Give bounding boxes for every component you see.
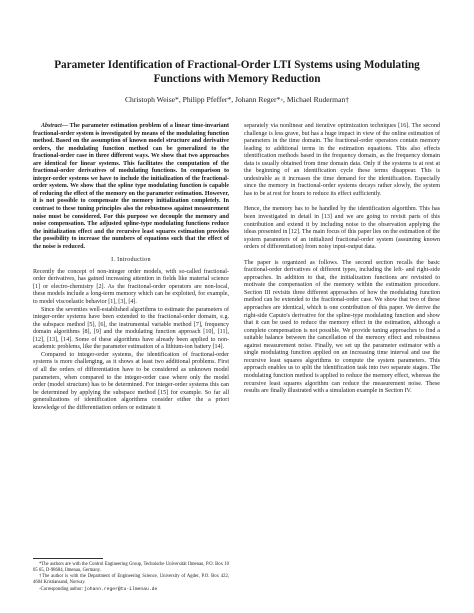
intro-paragraph-1: Recently the concept of non-integer order models, with so-called fractional-order derivatives, has gained increasing attention in fields like material science [1] or electro-chemistry [2]. As the fractional-order operators are non-local, these models include a long-term memory which can be exploited, for example, to model viscoelastic behavior [1], [3], [4]. [33, 268, 229, 306]
footnotes [33, 558, 229, 593]
paper-title: Parameter Identification of Fractional-Order LTI Systems using Modulating Functions with Memory Reduction [54, 59, 420, 85]
paragraph-gap [244, 252, 440, 260]
abstract-text: — The parameter estimation problem of a linear time-invariant fractional-order system is investigated by means of the modulating function method. Based on the assumption of known model structure and derivative orders, the modulating function method can be generalized to the fractional-order case in three different ways. We show that two approaches are identical for linear systems. This facilitates the computation of the fractional-order derivatives of modulating functions. In comparison to integer-order systems we have to include the initialization of the fractional-order system. We show that the spline type modulating function is capable of reducing the effect of the memory on the parameter estimation. However, it is not possible to compensate the memory initialization completely. In contrast to these tuning principles also the robustness against measurement noise must be considered. For this purpose we decouple the memory and noise compensation. The adjusted spline-type modulating functions reduce the initialization effect and the recursive least squares estimation provides the possibility to increase the numbers of equations such that the effect of the noise is reduced. [33, 123, 229, 250]
right-column [244, 123, 440, 396]
right-paragraph-2: Hence, the memory has to be handled by the identification algorithm. This has been investigated in detail in [13] and we are going to revisit parts of this contribution and extend it by including noise to the observation applying the ideas presented in [12]. The main focus of this paper lies on the estimation of the system parameters of an initialized fractional-order system (assuming known orders of differentiation) from noisy input-output data. [244, 206, 440, 251]
right-paragraph-1: separately via nonlinear and iterative optimization techniques [16]. The second challenge is less grave, but has a huge impact in view of the online estimation of parameters in the time domain. The fractional-order operators contain memory leading to additional terms in the estimation equations. This also effects identification methods based in the frequency domain, as the frequency domain data is usually obtained from time domain data. Only if the systems is at rest at the beginning of an identification cycle these terms disappear. This is undesirable as it increases the time demand for the identification. Especially since the memory in fractional-order systems decays rather slowly, the system has to be at rest for hours to reduce its effect sufficiently. [244, 123, 440, 197]
author-list: Christoph Weise*, Philipp Pfeffer*, Johann Reger*◦, Michael Ruderman† [124, 95, 350, 104]
intro-paragraph-3: Compared to integer-order systems, the identification of fractional-order systems is more challenging, as it shows at least two additional problems. First of all the orders of differentiation have to be considered as unknown model parameters, when compared to the integer-order case where only the model order (model structure) has to be determined. For integer-order systems this can be determined by applying the subspace method [15] for example. So far all generalizations of identification algorithms consider either the a priori knowledge of the differentiation orders or estimate it [33, 351, 229, 411]
footnote-corresponding [33, 587, 229, 593]
corresponding-label: ◦Corresponding author: [39, 586, 83, 592]
section-heading-introduction: I. Introduction [111, 257, 151, 264]
footnote-affiliation-1: *The authors are with the Control Engineering Group, Technische Universität Ilmenau, P.O. Box 10 05 65, D-98684, Ilmenau, Germany. [33, 562, 229, 573]
left-column [33, 123, 229, 412]
abstract [33, 123, 229, 251]
footnote-rule [33, 558, 103, 559]
abstract-lead: Abstract [41, 123, 62, 129]
corresponding-email[interactable]: johann.reger@tu-ilmenau.de [84, 586, 158, 592]
intro-paragraph-2: Since the seventies well-established algorithms to estimate the parameters of integer-order systems have been extended to the fractional-order domain, e.g. the subspace method [5], [6], the instrumental variable method [7], frequency domain algorithms [8], [9] and the modulating function approach [10], [11], [12], [13], [14]. Some of these algorithms have already been applied to non-academic problems, like the parameter estimation of a lithium-ion battery [14]. [33, 306, 229, 351]
right-paragraph-3: The paper is organized as follows. The second section recalls the basic fractional-order derivatives of different types, including the left- and right-side approaches. In addition to that, the initialization functions are revisited to motivate the compensation of the memory within the estimation procedure. Section III revisits three different approaches of how the modulating function method can be extended to the fractional-order case. We show that two of these approaches are identical, which is one contribution of this paper. We derive the right-side Caputo's derivative for the spline-type modulating function and show that it can be used to reduce the memory effect in the estimation, although a complete compensation is not possible. We provide tuning approaches to find a suitable balance between the cancellation of the memory effect and robustness against measurement noise. Finally, we set up the parameter estimator with a single modulating function applied on an increasing time interval and use the recursive least squares algorithms to compute the system parameters. This approach enables us to split the identification task into two separate stages. The modulating function method is applied to reduce the memory effect, whereas the recursive least squares algorithm can reduce the measurement noise. These results are finally illustrated with a simulation example in Section IV. [244, 259, 440, 395]
footnote-affiliation-2: †The author is with the Department of Engineering Science, University of Agder, P.O. Box 422, 4604 Kristiansand, Norway. [33, 574, 229, 586]
